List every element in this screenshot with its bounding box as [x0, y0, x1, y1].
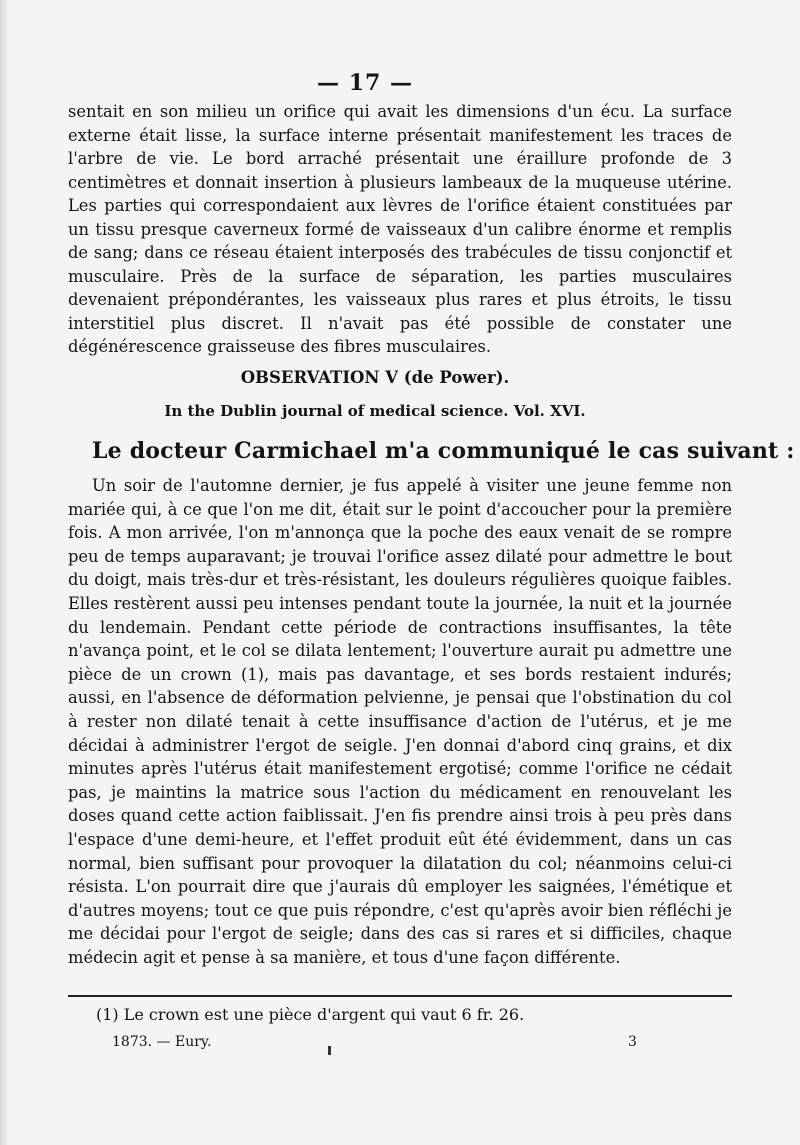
page-number: — 17 — — [317, 70, 413, 96]
printer-mark — [328, 1046, 331, 1055]
footnote: (1) Le crown est une pièce d'argent qui vaut 6 fr. 26. — [96, 1005, 525, 1024]
signature-number: 3 — [628, 1034, 637, 1050]
page-gutter-shadow — [0, 0, 10, 1145]
paragraph-continued: sentait en son milieu un orifice qui avait les dimensions d'un écu. La surface externe était lisse, la surface interne présentait manifestement les traces de l'arbre de vie. Le bord arraché présentait une éraillure profonde de 3 centimètres et donnait insertion à plusieurs lambeaux de la muqueuse utérine. Les parties qui correspondaient aux lèvres de l'orifice étaient constituées par un tissu presque caverneux formé de vaisseaux d'un calibre énorme et remplis de sang; dans ce réseau étaient interposés des trabécules de tissu conjonctif et musculaire. Près de la surface de séparation, les parties musculaires devenaient prépondérantes, les vaisseaux plus rares et plus étroits, le tissu interstitiel plus discret. Il n'avait pas été possible de constater une dégénérescence graisseuse des fibres musculaires. — [68, 102, 732, 356]
section-heading: Le docteur Carmichael m'a communiqué le cas suivant : — [92, 438, 795, 464]
signature-line: 1873. — Eury. — [112, 1034, 212, 1050]
observation-source: In the Dublin journal of medical science. Vol. XVI. — [164, 402, 586, 420]
footnote-divider — [68, 995, 732, 997]
case-paragraph: Un soir de l'automne dernier, je fus appelé à visiter une jeune femme non mariée qui, à ce que l'on me dit, était sur le point d'accoucher pour la première fois. A mon arrivée, l'on m'annonça que la poche des eaux venait de se rompre peu de temps auparavant; je trouvai l'orifice assez dilaté pour admettre le bout du doigt, mais très-dur et très-résistant, les douleurs régulières quoique faibles. Elles restèrent aussi peu intenses pendant toute la journée, la nuit et la journée du lendemain. Pendant cette période de contractions insuffisantes, la tête n'avança point, et le col se dilata lentement; l'ouverture aurait pu admettre une pièce de un crown (1), mais pas davantage, et ses bords restaient indurés; aussi, en l'absence de déformation pelvienne, je pensai que l'obstination du col à rester non dilaté tenait à cette insuffisance d'action de l'utérus, et je me décidai à administrer l'ergot de seigle. J'en donnai d'abord cinq grains, et dix minutes après l'utérus était manifestement ergotisé; comme l'orifice ne cédait pas, je maintins la matrice sous l'action du médicament en renouvelant les doses quand cette action faiblissait. J'en fis prendre ainsi trois à peu près dans l'espace d'une demi-heure, et l'effet produit eût été évidemment, dans un cas normal, bien suffisant pour provoquer la dilatation du col; néanmoins celui-ci résista. L'on pourrait dire que j'aurais dû employer les saignées, l'émétique et d'autres moyens; tout ce que puis répondre, c'est qu'après avoir bien réfléchi je me décidai pour l'ergot de seigle; dans des cas si rares et si difficiles, chaque médecin agit et pense à sa manière, et tous d'une façon différente. — [68, 476, 732, 967]
observation-title: OBSERVATION V (de Power). — [240, 368, 510, 387]
